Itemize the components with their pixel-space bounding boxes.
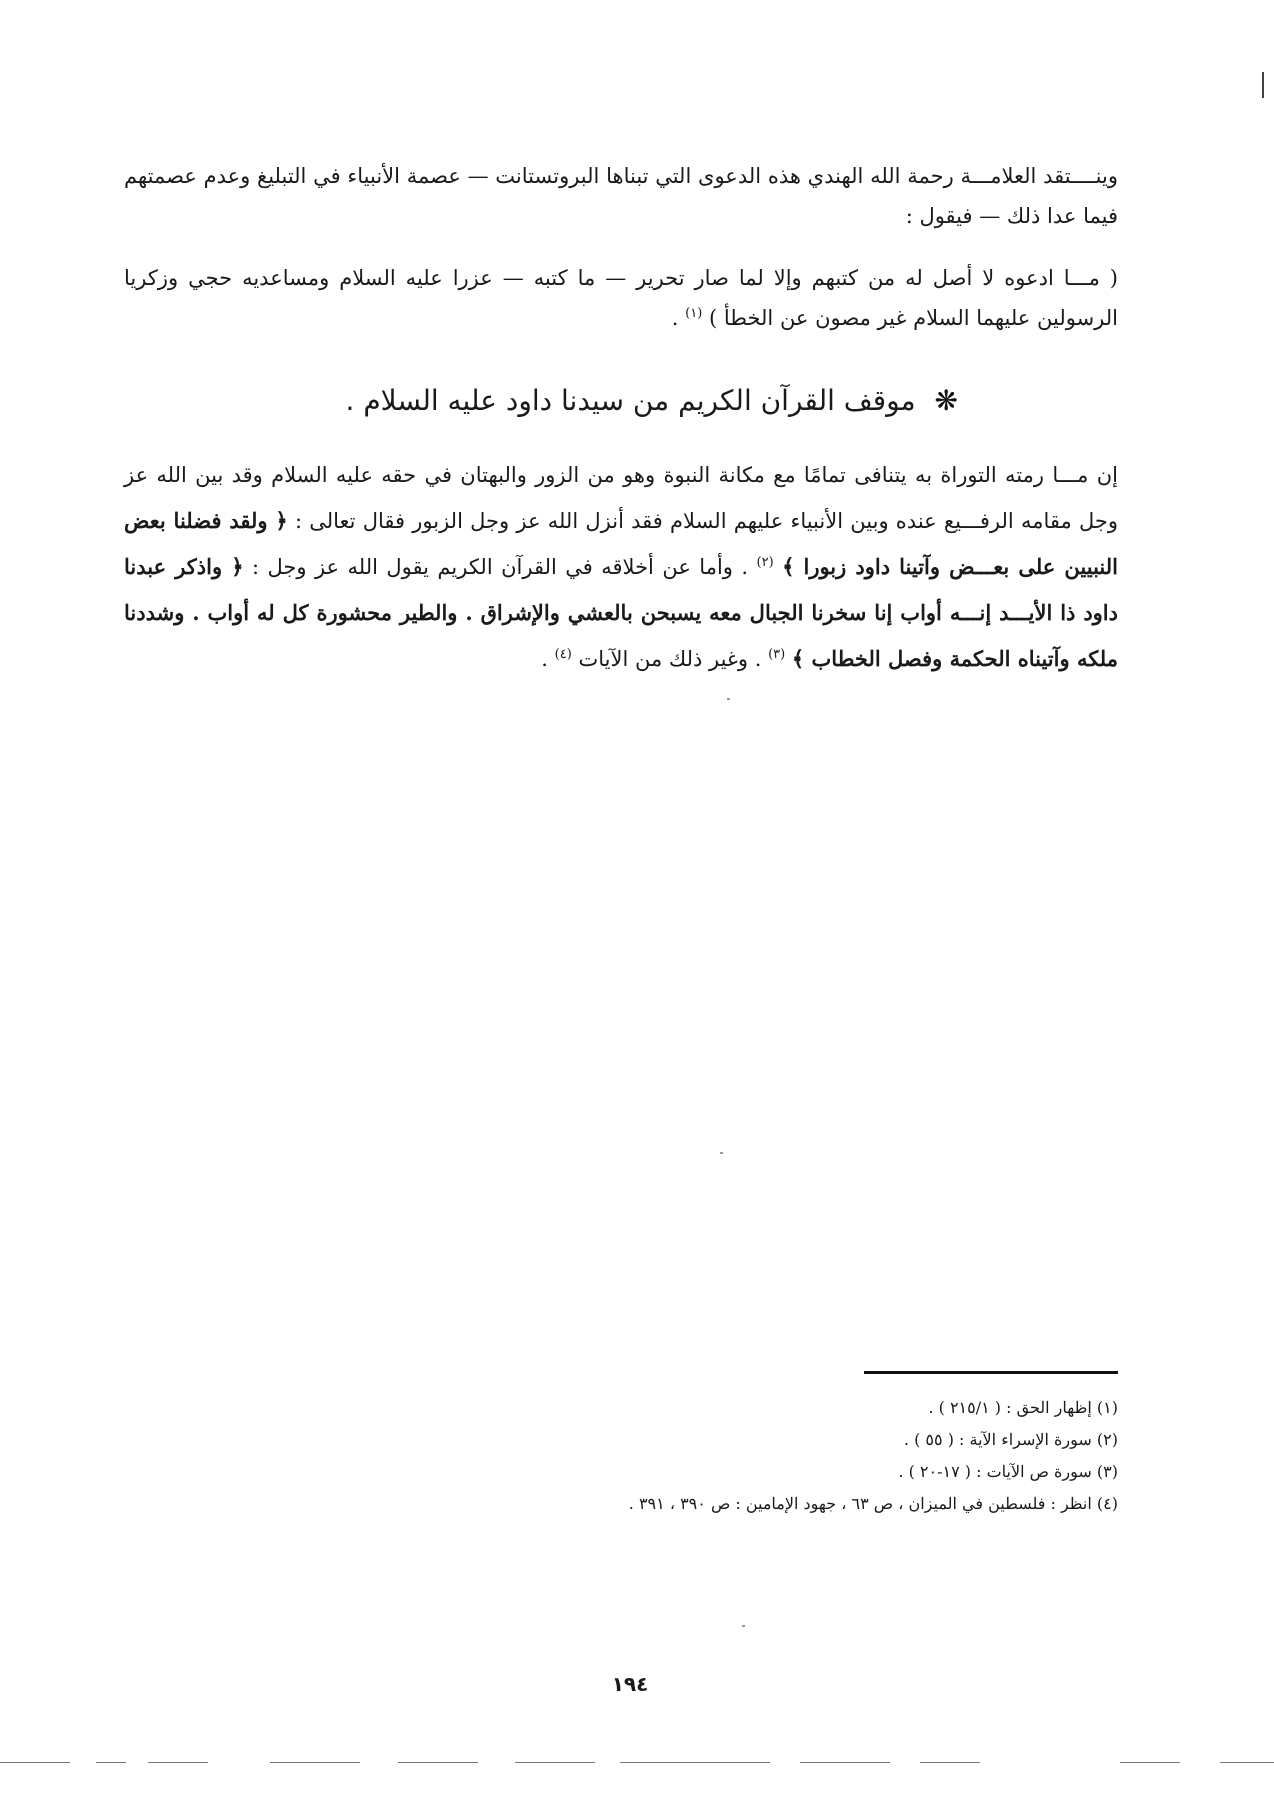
- footnote-2: (٢) سورة الإسراء الآية : ( ٥٥ ) .: [903, 1430, 1118, 1449]
- footnote-ref-4: (٤): [554, 647, 572, 662]
- paragraph-3-part2: . وأما عن أخلاقه في القرآن الكريم يقول الله عز وجل :: [251, 555, 749, 579]
- section-heading-text: موقف القرآن الكريم من سيدنا داود عليه السلام .: [345, 384, 916, 417]
- paragraph-3: [124, 452, 1118, 682]
- scan-speck: [727, 698, 730, 700]
- section-heading: [124, 384, 1118, 417]
- footnote-4: (٤) انظر : فلسطين في الميزان ، ص ٦٣ ، جهود الإمامين : ص ٣٩٠ ، ٣٩١ .: [628, 1494, 1118, 1513]
- paragraph-1: وينــــتقد العلامـــة رحمة الله الهندي هذه الدعوى التي تبناها البروتستانت — عصمة الأنبياء في التبليغ وعدم عصمتهم فيما عدا ذلك — فيقول :: [124, 164, 1118, 228]
- quran-quote-1: ﴿ ولقد فضلنا بعض النبيين على بعـــض وآتينا داود زبورا ﴾: [124, 508, 1118, 579]
- footnote-ref-1: (١): [685, 306, 703, 321]
- paragraph-3-end: .: [541, 647, 548, 671]
- scan-edge-line: [148, 1762, 208, 1763]
- paragraph-2-end: .: [671, 306, 679, 330]
- scan-edge-line: [0, 1762, 70, 1763]
- scan-edge-line: [800, 1762, 890, 1763]
- scan-edge-line: [620, 1762, 770, 1763]
- quran-quote-2: ﴿ واذكر عبدنا داود ذا الأيـــد إنـــه أواب إنا سخرنا الجبال معه يسبحن بالعشي والإشراق . والطير محشورة كل له أواب . وشددنا ملكه وآتيناه الحكمة وفصل الخطاب ﴾: [124, 554, 1118, 671]
- scan-speck: [742, 1625, 745, 1627]
- footnote-3: (٣) سورة ص الآيات : ( ١٧-٢٠ ) .: [898, 1462, 1118, 1481]
- paragraph-2-text: ( مـــا ادعوه لا أصل له من كتبهم وإلا لما صار تحرير — ما كتبه — عزرا عليه السلام ومساعديه حجي وزكريا الرسولين عليهما السلام غير مصون عن الخطأ ): [124, 266, 1118, 330]
- scan-margin-mark: [1262, 72, 1264, 98]
- scan-edge-line: [270, 1762, 360, 1763]
- scan-edge-line: [1220, 1762, 1274, 1763]
- footnote-separator: [864, 1371, 1118, 1374]
- scan-edge-line: [398, 1762, 478, 1763]
- footnote-ref-2: (٢): [756, 555, 774, 570]
- scan-speck: [720, 1152, 723, 1154]
- paragraph-3-part3: . وغير ذلك من الآيات: [578, 647, 762, 671]
- footnote-1: (١) إظهار الحق : ( ٢١٥/١ ) .: [928, 1398, 1118, 1417]
- paragraph-2: [124, 258, 1118, 338]
- footnote-ref-3: (٣): [768, 647, 786, 662]
- star-ornament-icon: ❋: [934, 384, 958, 417]
- scan-edge-line: [96, 1762, 126, 1763]
- footnotes: [124, 1392, 1118, 1520]
- scan-edge-line: [1120, 1762, 1180, 1763]
- scan-edge-line: [920, 1762, 980, 1763]
- paragraph-3-part1: إن مـــا رمته التوراة به يتنافى تمامًا مع مكانة النبوة وهو من الزور والبهتان في حقه عليه السلام وقد بين الله عز وجل مقامه الرفـــيع عنده وبين الأنبياء عليهم السلام فقد أنزل الله عز وجل الزبور فقال تعالى :: [124, 463, 1118, 533]
- scan-edge-line: [515, 1762, 595, 1763]
- page-number: ١٩٤: [611, 1672, 649, 1696]
